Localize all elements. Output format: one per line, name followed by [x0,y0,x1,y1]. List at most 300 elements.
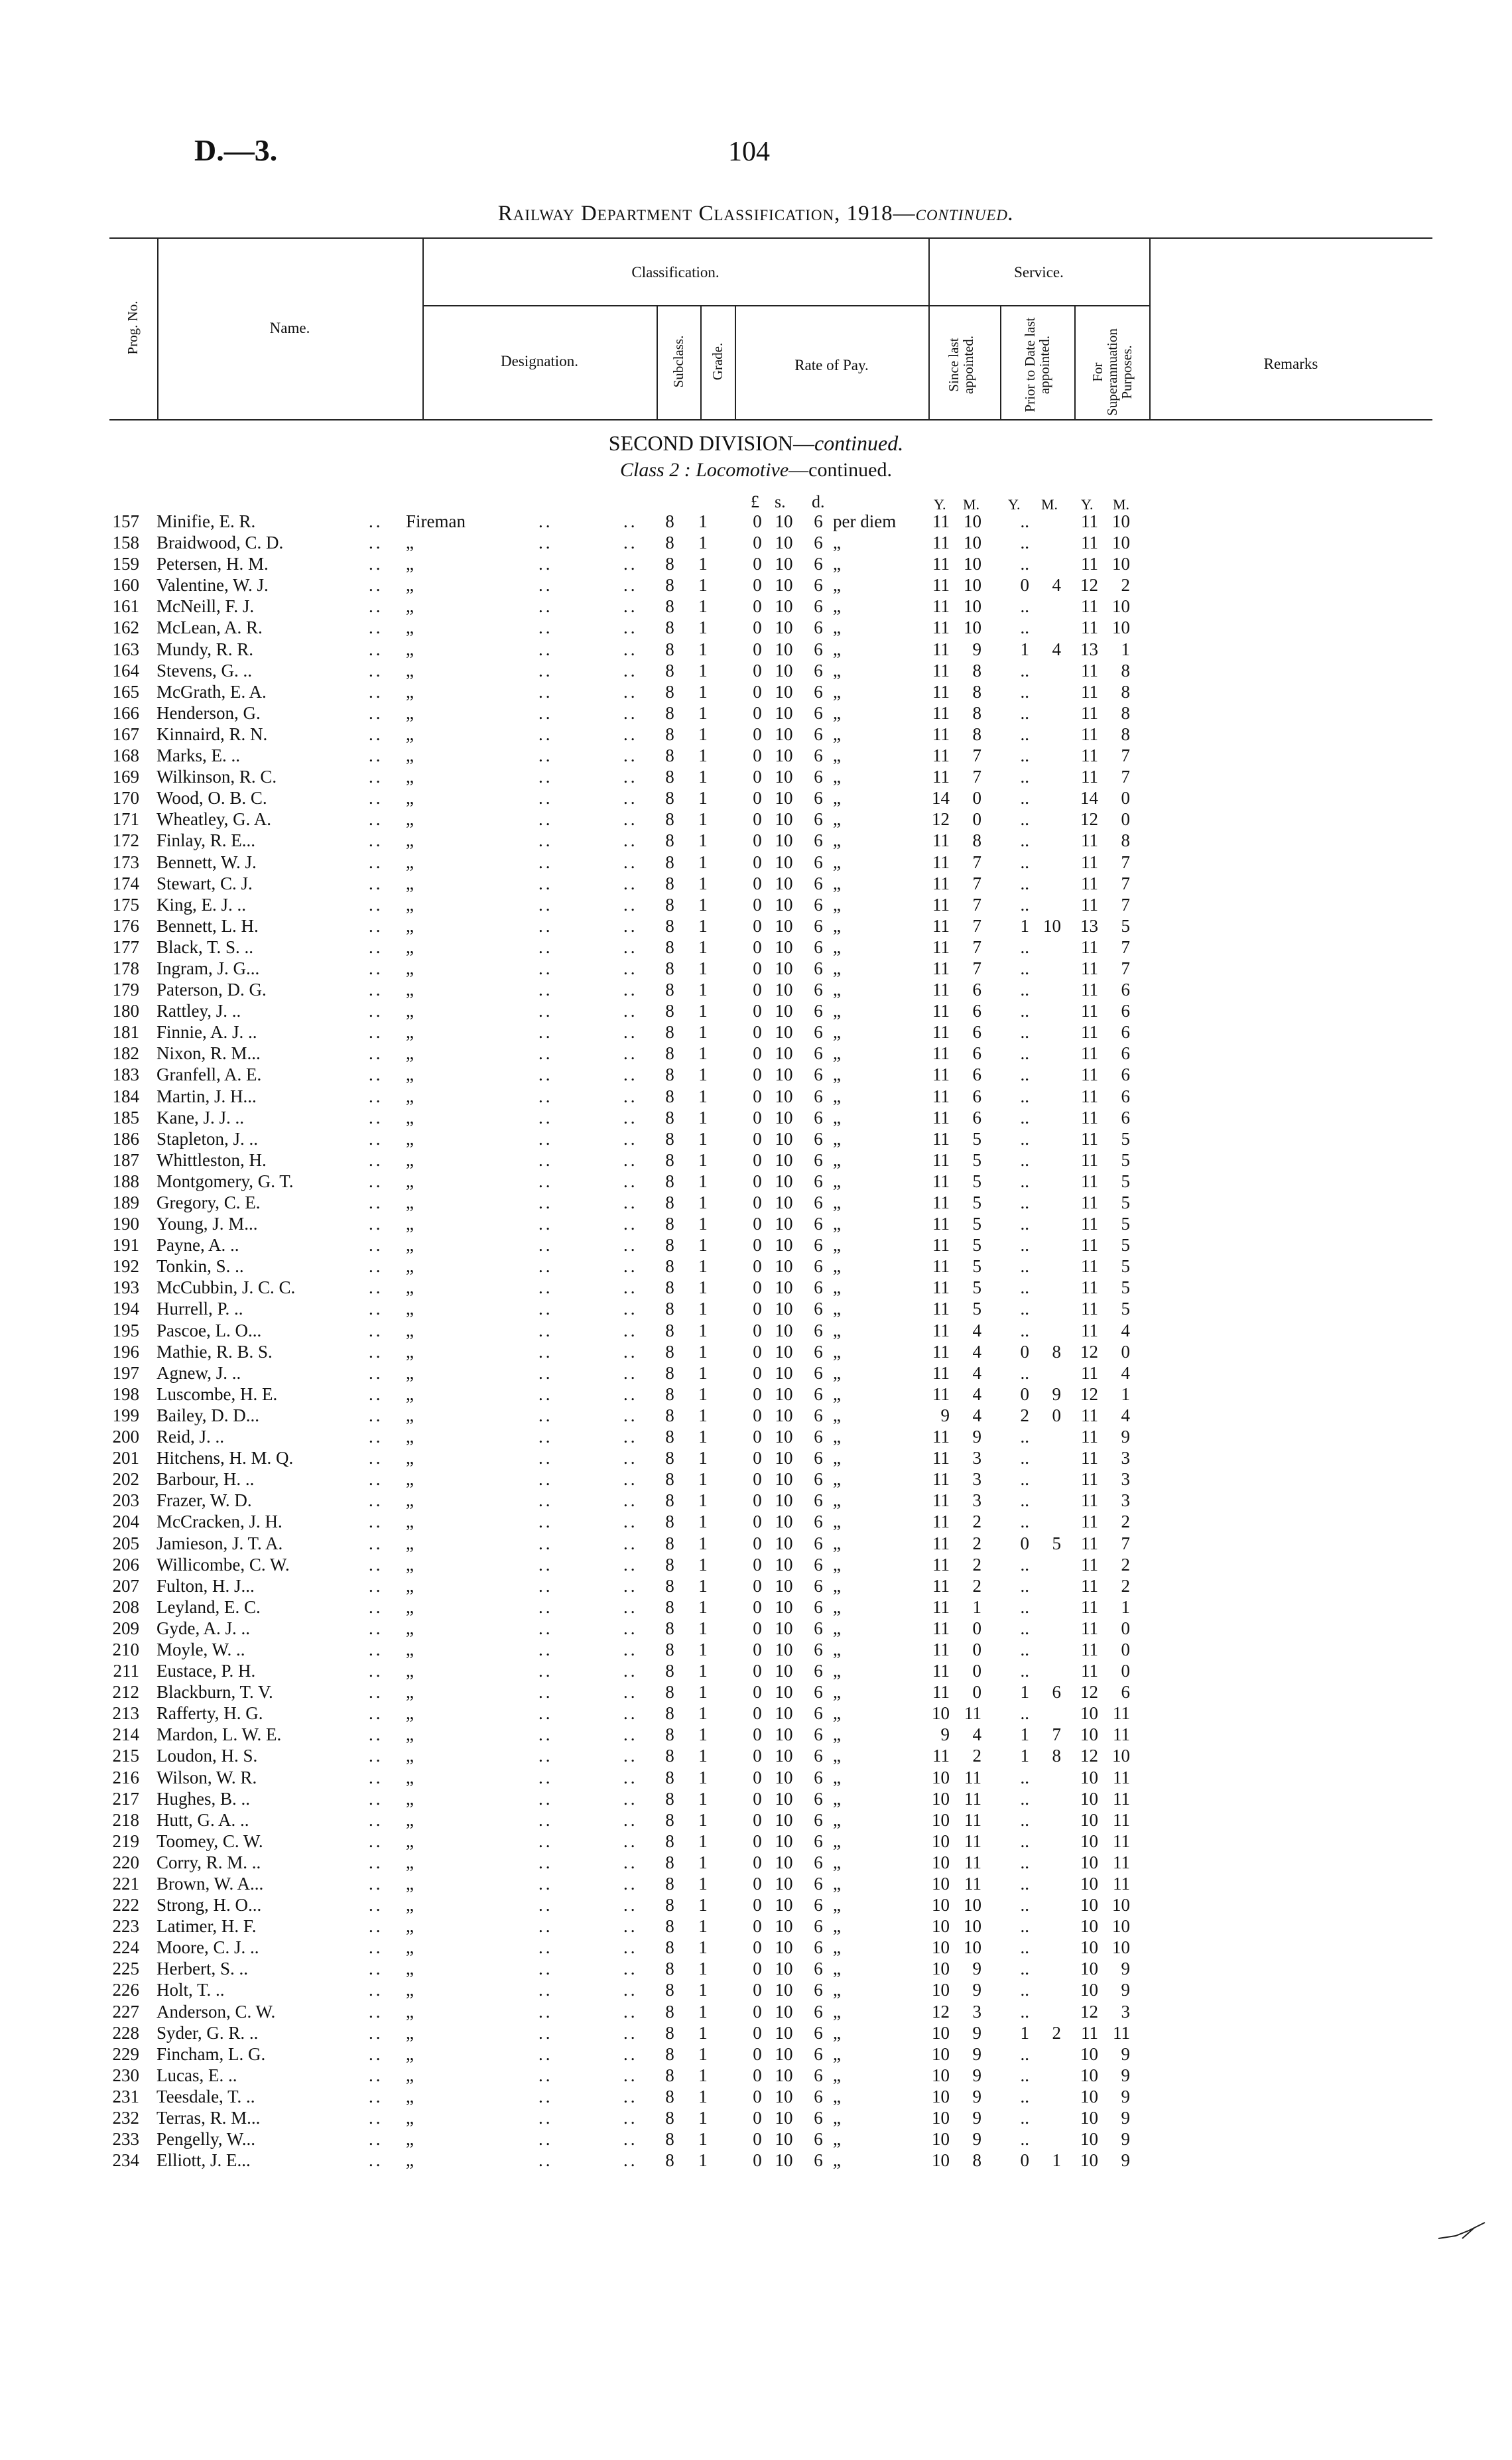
leader-dots: .. [623,1362,638,1383]
super-months: 0 [1121,1618,1130,1638]
prior-years: .. [1020,1874,1029,1894]
rate-pounds: 0 [753,958,762,978]
rate-unit: „ [833,1618,841,1638]
super-years: 10 [1080,1916,1098,1937]
rate-pounds: 0 [753,575,762,596]
since-months: 5 [972,1235,981,1256]
leader-dots: .. [369,575,383,596]
since-years: 10 [932,1831,950,1851]
subclass: 8 [665,1852,674,1872]
rate-pounds: 0 [753,1767,762,1787]
rate-shillings: 10 [775,1895,793,1915]
since-years: 11 [932,1596,950,1617]
super-months: 9 [1121,2108,1130,2128]
super-years: 10 [1080,1852,1098,1872]
prog-no: 168 [112,745,139,766]
rate-unit: „ [833,617,841,638]
designation: „ [406,2150,414,2171]
prior-years: .. [1020,1001,1029,1021]
header-rate-of-pay: Rate of Pay. [794,357,869,373]
rate-pounds: 0 [753,1277,762,1298]
designation: „ [406,2065,414,2085]
since-months: 11 [964,1703,981,1724]
leader-dots: .. [623,937,638,957]
prog-no: 193 [112,1277,139,1298]
leader-dots: .. [538,1533,553,1553]
leader-dots: .. [369,1767,383,1787]
since-months: 6 [972,1043,981,1064]
rate-pounds: 0 [753,788,762,809]
designation: „ [406,1533,414,1553]
since-months: 9 [972,2129,981,2150]
designation: „ [406,2129,414,2150]
super-years: 11 [1081,1277,1098,1298]
subclass: 8 [665,1959,674,1979]
grade: 1 [698,767,708,787]
subclass: 8 [665,1235,674,1256]
table-row [0,1320,1512,1341]
since-months: 11 [964,1831,981,1851]
prior-years: 1 [1020,1746,1029,1766]
rate-unit: „ [833,1959,841,1979]
leader-dots: .. [623,1916,638,1937]
rate-pence: 6 [814,1746,823,1766]
subclass: 8 [665,1448,674,1468]
rate-shillings: 10 [775,1277,793,1298]
table-row [0,1979,1512,2000]
leader-dots: .. [538,958,553,978]
rate-pounds: 0 [753,1001,762,1021]
subclass: 8 [665,852,674,872]
leader-dots: .. [623,660,638,680]
leader-dots: .. [623,724,638,744]
super-months: 10 [1112,617,1130,638]
since-months: 7 [972,852,981,872]
rate-pounds: 0 [753,1469,762,1490]
prior-years: .. [1020,554,1029,574]
unit-since-months: M. [963,496,980,513]
subclass: 8 [665,2108,674,2128]
rate-pence: 6 [814,937,823,957]
rate-shillings: 10 [775,702,793,723]
rate-pounds: 0 [753,767,762,787]
leader-dots: .. [623,1107,638,1128]
grade: 1 [698,1852,708,1872]
designation: „ [406,2001,414,2022]
designation: „ [406,724,414,744]
leader-dots: .. [369,1575,383,1596]
rate-pence: 6 [814,1575,823,1596]
super-months: 11 [1113,1703,1130,1724]
prior-months: 10 [1043,915,1061,936]
super-years: 10 [1080,2150,1098,2171]
prior-years: 0 [1020,1341,1029,1362]
since-years: 11 [932,894,950,915]
super-months: 6 [1121,1065,1130,1085]
leader-dots: .. [623,1149,638,1170]
rate-pence: 6 [814,724,823,744]
rate-pence: 6 [814,1724,823,1745]
since-months: 9 [972,639,981,659]
employee-name: Hughes, B. .. [157,1788,250,1809]
table-row [0,1064,1512,1085]
table-row [0,1724,1512,1745]
prog-no: 230 [112,2065,139,2085]
since-months: 6 [972,980,981,1000]
leader-dots: .. [369,596,383,617]
grade: 1 [698,1554,708,1575]
prior-years: .. [1020,660,1029,680]
employee-name: Stewart, C. J. [157,873,253,893]
leader-dots: .. [538,1022,553,1043]
rate-pounds: 0 [753,1895,762,1915]
rate-shillings: 10 [775,2129,793,2150]
grade: 1 [698,1043,708,1064]
employee-name: Teesdale, T. .. [157,2086,255,2106]
since-months: 10 [964,533,981,553]
employee-name: Bennett, L. H. [157,915,259,936]
prog-no: 197 [112,1362,139,1383]
prog-no: 217 [112,1788,139,1809]
super-months: 5 [1121,1256,1130,1277]
table-row [0,1575,1512,1596]
leader-dots: .. [369,2108,383,2128]
super-years: 11 [1081,660,1098,680]
leader-dots: .. [369,894,383,915]
leader-dots: .. [623,554,638,574]
rate-pence: 6 [814,1022,823,1043]
grade: 1 [698,575,708,596]
super-months: 9 [1121,1959,1130,1979]
table-row [0,596,1512,617]
rate-shillings: 10 [775,1874,793,1894]
rate-shillings: 10 [775,1320,793,1340]
rate-unit: „ [833,809,841,830]
subclass: 8 [665,1256,674,1277]
prior-years: .. [1020,1065,1029,1085]
super-months: 0 [1121,1341,1130,1362]
table-row [0,681,1512,702]
designation: „ [406,1937,414,1958]
rate-unit: „ [833,724,841,744]
rate-pence: 6 [814,1788,823,1809]
leader-dots: .. [623,1639,638,1659]
rate-unit: „ [833,1405,841,1425]
prior-years: .. [1020,1575,1029,1596]
prior-years: .. [1020,1639,1029,1659]
employee-name: Moore, C. J. .. [157,1937,259,1958]
super-months: 11 [1113,2022,1130,2043]
super-years: 11 [1081,1001,1098,1021]
grade: 1 [698,958,708,978]
subclass: 8 [665,2001,674,2022]
leader-dots: .. [538,1107,553,1128]
prior-years: .. [1020,1107,1029,1128]
rate-unit: „ [833,1703,841,1724]
super-years: 11 [1081,1214,1098,1234]
designation: „ [406,1405,414,1425]
rate-unit: „ [833,767,841,787]
subclass: 8 [665,1916,674,1937]
employee-name: McLean, A. R. [157,617,263,638]
header-divider-4 [700,305,702,419]
rate-pence: 6 [814,1937,823,1958]
leader-dots: .. [623,1788,638,1809]
table-row [0,1831,1512,1852]
since-years: 11 [932,852,950,872]
subclass: 8 [665,1469,674,1490]
employee-name: McNeill, F. J. [157,596,255,617]
prior-years: .. [1020,1661,1029,1681]
prior-years: .. [1020,1427,1029,1447]
leader-dots: .. [369,1469,383,1490]
subclass: 8 [665,830,674,851]
leader-dots: .. [623,1874,638,1894]
leader-dots: .. [538,1362,553,1383]
super-years: 10 [1080,1724,1098,1745]
subclass: 8 [665,1277,674,1298]
super-years: 11 [1081,1043,1098,1064]
rate-pounds: 0 [753,1533,762,1553]
super-months: 5 [1121,1149,1130,1170]
leader-dots: .. [369,1703,383,1724]
leader-dots: .. [623,2150,638,2171]
designation: „ [406,2022,414,2043]
designation: „ [406,1214,414,1234]
leader-dots: .. [623,1171,638,1191]
rate-pence: 6 [814,1852,823,1872]
rate-pounds: 0 [753,617,762,638]
prog-no: 192 [112,1256,139,1277]
leader-dots: .. [623,980,638,1000]
rate-pence: 6 [814,1171,823,1191]
since-months: 8 [972,702,981,723]
employee-name: McCracken, J. H. [157,1512,283,1532]
prior-years: .. [1020,1959,1029,1979]
since-years: 11 [932,915,950,936]
subclass: 8 [665,937,674,957]
grade: 1 [698,788,708,809]
grade: 1 [698,1874,708,1894]
leader-dots: .. [369,1427,383,1447]
rate-unit: „ [833,1043,841,1064]
leader-dots: .. [623,852,638,872]
prog-no: 234 [112,2150,139,2171]
prior-years: 0 [1020,575,1029,596]
grade: 1 [698,1895,708,1915]
table-row [0,809,1512,830]
rate-unit: „ [833,852,841,872]
since-years: 12 [932,809,950,830]
prior-years: .. [1020,1767,1029,1787]
super-years: 10 [1080,1980,1098,2000]
unit-since-years: Y. [934,496,946,513]
rate-pounds: 0 [753,1831,762,1851]
employee-name: Leyland, E. C. [157,1596,261,1617]
rate-unit: „ [833,1575,841,1596]
rate-unit: „ [833,2001,841,2022]
subclass: 8 [665,2150,674,2171]
rate-pounds: 0 [753,1639,762,1659]
super-months: 5 [1121,1193,1130,1212]
grade: 1 [698,2001,708,2022]
rate-shillings: 10 [775,1916,793,1937]
super-months: 9 [1121,1427,1130,1447]
designation: „ [406,1916,414,1937]
prior-years: .. [1020,1214,1029,1234]
prior-years: .. [1020,809,1029,830]
leader-dots: .. [623,1214,638,1234]
rate-pounds: 0 [753,681,762,702]
rate-unit: „ [833,1490,841,1511]
employee-name: Hurrell, P. .. [157,1299,243,1319]
since-years: 11 [932,1533,950,1553]
since-years: 10 [932,2086,950,2106]
table-row [0,617,1512,638]
prior-years: .. [1020,681,1029,702]
leader-dots: .. [369,639,383,659]
leader-dots: .. [623,702,638,723]
rate-shillings: 10 [775,724,793,744]
since-years: 11 [932,554,950,574]
prog-no: 205 [112,1533,139,1553]
super-years: 11 [1081,554,1098,574]
table-row [0,724,1512,745]
designation: „ [406,1746,414,1766]
super-years: 11 [1081,533,1098,553]
prior-years: 1 [1020,915,1029,936]
table-row [0,1086,1512,1107]
rate-unit: „ [833,1809,841,1830]
leader-dots: .. [538,1214,553,1234]
leader-dots: .. [369,2001,383,2022]
leader-dots: .. [369,1809,383,1830]
designation: „ [406,1959,414,1979]
grade: 1 [698,1427,708,1447]
subclass: 8 [665,767,674,787]
super-months: 9 [1121,1980,1130,2000]
leader-dots: .. [623,1724,638,1745]
rate-pounds: 0 [753,1661,762,1681]
prior-years: .. [1020,873,1029,893]
prior-years: .. [1020,1320,1029,1340]
prog-no: 187 [112,1149,139,1170]
table-row [0,915,1512,937]
table-row [0,1703,1512,1724]
prog-no: 172 [112,830,139,851]
leader-dots: .. [538,1427,553,1447]
rate-shillings: 10 [775,788,793,809]
since-months: 5 [972,1149,981,1170]
leader-dots: .. [623,1341,638,1362]
leader-dots: .. [369,1831,383,1851]
since-months: 8 [972,660,981,680]
since-years: 14 [932,788,950,809]
since-years: 11 [932,1193,950,1212]
employee-name: Moyle, W. .. [157,1639,245,1659]
prog-no: 190 [112,1214,139,1234]
table-row [0,2043,1512,2065]
since-months: 0 [972,1661,981,1681]
table-row [0,2107,1512,2128]
since-years: 10 [932,2108,950,2128]
table-row [0,1000,1512,1021]
table-row [0,2001,1512,2022]
grade: 1 [698,915,708,936]
designation: „ [406,1554,414,1575]
rate-shillings: 10 [775,894,793,915]
rate-shillings: 10 [775,2065,793,2085]
rate-pounds: 0 [753,639,762,659]
designation: „ [406,1448,414,1468]
leader-dots: .. [369,1299,383,1319]
super-years: 11 [1081,1256,1098,1277]
subclass: 8 [665,2065,674,2085]
grade: 1 [698,1831,708,1851]
prog-no: 169 [112,767,139,787]
super-years: 11 [1081,1171,1098,1191]
employee-name: Martin, J. H... [157,1086,257,1106]
table-row [0,1511,1512,1532]
employee-name: McCubbin, J. C. C. [157,1277,296,1298]
grade: 1 [698,1618,708,1638]
rate-pounds: 0 [753,980,762,1000]
super-years: 12 [1080,1746,1098,1766]
subclass: 8 [665,554,674,574]
leader-dots: .. [623,575,638,596]
grade: 1 [698,1193,708,1212]
designation: „ [406,617,414,638]
rate-unit: „ [833,745,841,766]
table-row [0,1234,1512,1256]
rate-pounds: 0 [753,1618,762,1638]
rate-pence: 6 [814,1512,823,1532]
leader-dots: .. [369,852,383,872]
rate-pence: 6 [814,617,823,638]
designation: „ [406,596,414,617]
rate-unit: „ [833,1065,841,1085]
subclass: 8 [665,1831,674,1851]
unit-prior-months: M. [1041,496,1058,513]
prior-years: .. [1020,617,1029,638]
rate-pence: 6 [814,1001,823,1021]
super-years: 11 [1081,1427,1098,1447]
rate-shillings: 10 [775,873,793,893]
leader-dots: .. [623,1809,638,1830]
since-years: 11 [932,1362,950,1383]
rate-unit: „ [833,2129,841,2150]
prog-no: 229 [112,2043,139,2064]
since-months: 10 [964,1895,981,1915]
subclass: 8 [665,1512,674,1532]
header-grade: Grade. [709,342,725,381]
rate-unit: „ [833,596,841,617]
table-row [0,1256,1512,1277]
rate-pounds: 0 [753,1937,762,1958]
designation: „ [406,1724,414,1745]
super-years: 11 [1081,1235,1098,1256]
super-years: 11 [1081,1554,1098,1575]
leader-dots: .. [538,1639,553,1659]
since-months: 0 [972,788,981,809]
leader-dots: .. [623,639,638,659]
super-years: 11 [1081,681,1098,702]
rate-shillings: 10 [775,2086,793,2106]
prior-years: .. [1020,2108,1029,2128]
rate-shillings: 10 [775,1959,793,1979]
employee-name: Marks, E. .. [157,745,240,766]
super-years: 11 [1081,617,1098,638]
